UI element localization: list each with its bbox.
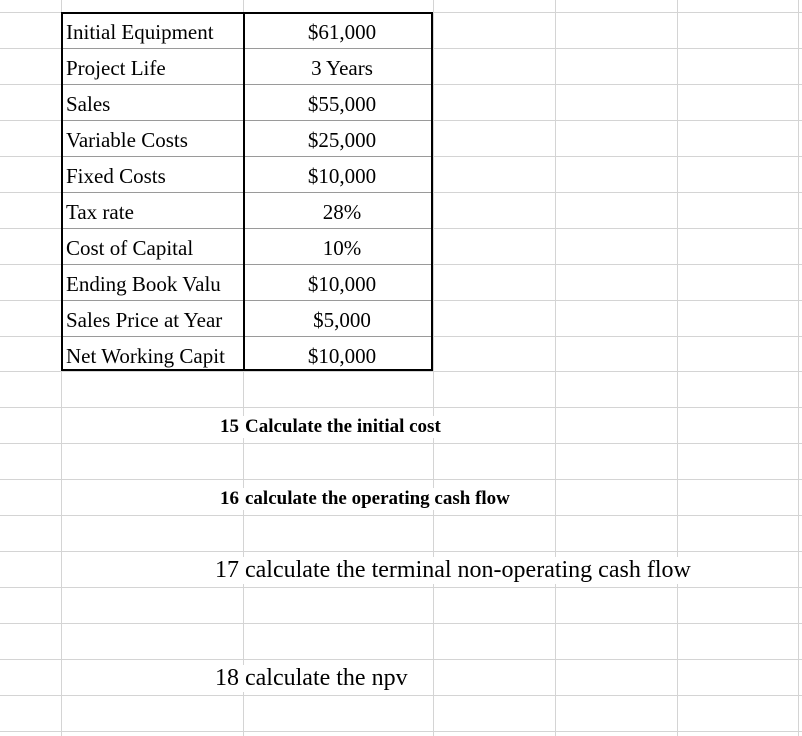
label-cell[interactable]: Cost of Capital	[63, 230, 244, 266]
question-number: 17	[215, 557, 239, 583]
gridline	[798, 0, 799, 736]
gridline	[0, 407, 802, 408]
value-cell[interactable]: 3 Years	[245, 50, 431, 86]
label-cell[interactable]: Initial Equipment	[63, 14, 244, 50]
question-17[interactable]	[211, 557, 695, 584]
question-number: 18	[215, 665, 239, 691]
label-cell[interactable]: Ending Book Valu	[63, 266, 244, 302]
value-cell[interactable]: $10,000	[245, 158, 431, 194]
label-cell[interactable]: Variable Costs	[63, 122, 244, 158]
gridline	[0, 551, 802, 552]
question-text: calculate the operating cash flow	[245, 488, 510, 509]
label-cell[interactable]: Tax rate	[63, 194, 244, 230]
gridline	[677, 0, 678, 736]
gridline	[433, 0, 434, 736]
value-cell[interactable]: 28%	[245, 194, 431, 230]
gridline	[555, 0, 556, 736]
value-cell[interactable]: $55,000	[245, 86, 431, 122]
value-cell[interactable]: $5,000	[245, 302, 431, 338]
label-cell[interactable]: Project Life	[63, 50, 244, 86]
gridline	[0, 695, 802, 696]
value-cell[interactable]: $10,000	[245, 338, 431, 370]
value-cell[interactable]: $61,000	[245, 14, 431, 50]
gridline	[0, 479, 802, 480]
gridline	[0, 515, 802, 516]
question-number: 16	[220, 488, 239, 509]
question-15[interactable]	[211, 416, 445, 438]
gridline	[0, 587, 802, 588]
gridline	[0, 623, 802, 624]
gridline	[0, 659, 802, 660]
question-18[interactable]	[211, 665, 412, 692]
question-text: Calculate the initial cost	[245, 416, 441, 437]
table-border	[61, 12, 433, 371]
gridline	[0, 371, 802, 372]
question-16[interactable]	[211, 488, 514, 510]
label-cell[interactable]: Sales	[63, 86, 244, 122]
gridline	[0, 731, 802, 732]
label-cell[interactable]: Fixed Costs	[63, 158, 244, 194]
label-cell[interactable]: Net Working Capit	[63, 338, 244, 370]
value-cell[interactable]: 10%	[245, 230, 431, 266]
value-cell[interactable]: $25,000	[245, 122, 431, 158]
table-column-divider	[243, 12, 245, 371]
question-number: 15	[220, 416, 239, 437]
value-cell[interactable]: $10,000	[245, 266, 431, 302]
question-text: calculate the terminal non-operating cash flow	[245, 557, 691, 583]
question-text: calculate the npv	[245, 665, 408, 691]
label-cell[interactable]: Sales Price at Year	[63, 302, 244, 338]
gridline	[0, 443, 802, 444]
